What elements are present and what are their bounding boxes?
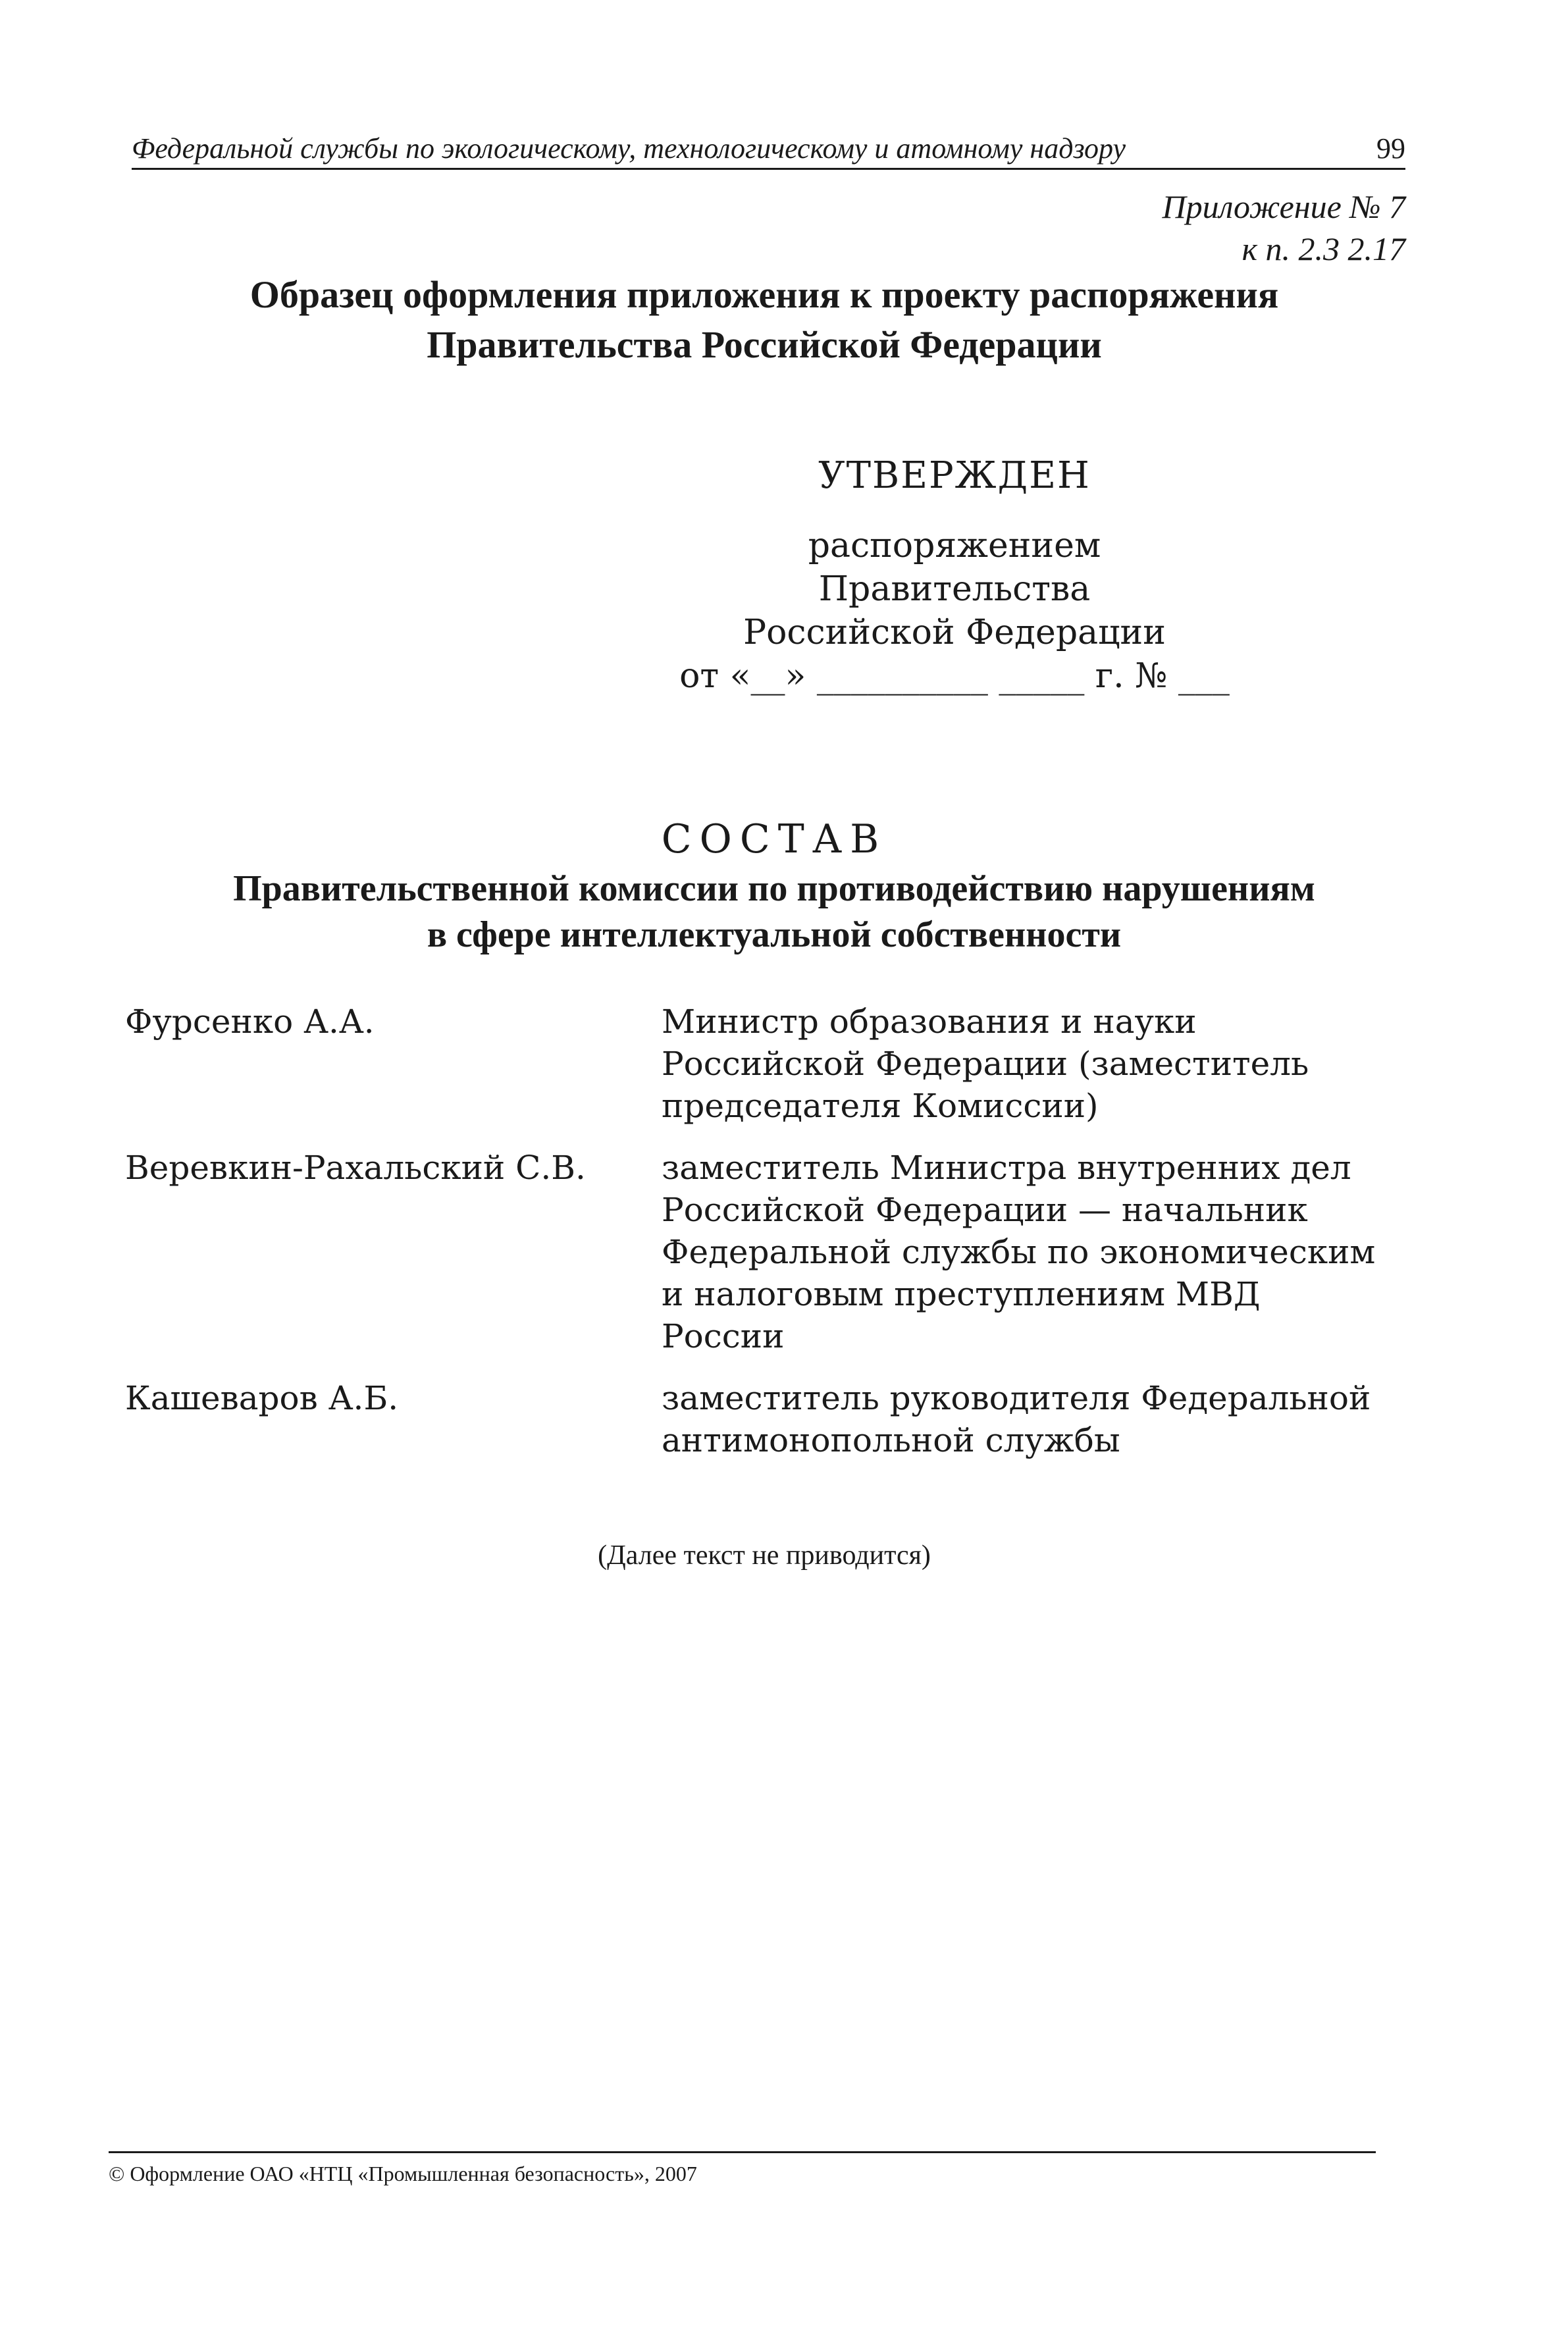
member-row [125, 1147, 1376, 1357]
approval-heading: УТВЕРЖДЕН [818, 454, 1091, 497]
document-title-line-1: Образец оформления приложения к проекту распоряжения [249, 273, 1279, 316]
page-number: 99 [1376, 132, 1405, 165]
running-header-text: Федеральной службы по экологическому, технологическому и атомному надзору [132, 132, 1126, 165]
approval-date-line: от «__» __________ _____ г. № ___ [679, 656, 1230, 696]
continuation-note: (Далее текст не приводится) [598, 1540, 931, 1571]
approval-line-2: Российской Федерации [743, 613, 1166, 652]
composition-heading: СОСТАВ [661, 816, 887, 862]
member-name: Фурсенко А.А. [125, 1003, 375, 1041]
document-title-line-2: Правительства Российской Федерации [427, 323, 1102, 366]
appendix-note [1163, 186, 1405, 270]
appendix-number: Приложение № 7 [1162, 188, 1405, 225]
member-row [125, 1377, 1376, 1461]
document-title [0, 270, 1568, 370]
composition-subtitle-line-1: Правительственной комиссии по противодействию нарушениям [233, 868, 1315, 909]
footer-copyright: © Оформление ОАО «НТЦ «Промышленная безопасность», 2007 [109, 2162, 697, 2185]
member-position: заместитель руководителя Федеральной антимонопольной службы [662, 1379, 1371, 1459]
footer-rule [109, 2151, 1376, 2153]
member-position: заместитель Министра внутренних дел Российской Федерации — начальник Федеральной службы по экономическим и налоговым преступлениям МВД России [662, 1149, 1376, 1355]
approval-line-1: распоряжением Правительства [808, 526, 1101, 609]
member-row [125, 1001, 1376, 1127]
member-name: Кашеваров А.Б. [125, 1379, 399, 1417]
members-list [125, 1001, 1376, 1481]
approval-block [678, 454, 1231, 698]
header-rule [132, 168, 1405, 170]
appendix-reference: к п. 2.3 2.17 [1241, 230, 1405, 267]
composition-subtitle-line-2: в сфере интеллектуальной собственности [427, 914, 1122, 955]
member-position: Министр образования и науки Российской Федерации (заместитель председателя Комиссии) [662, 1003, 1309, 1125]
member-name: Веревкин-Рахальский С.В. [125, 1149, 586, 1187]
running-header [132, 129, 1405, 170]
composition-heading-block [0, 813, 1568, 958]
